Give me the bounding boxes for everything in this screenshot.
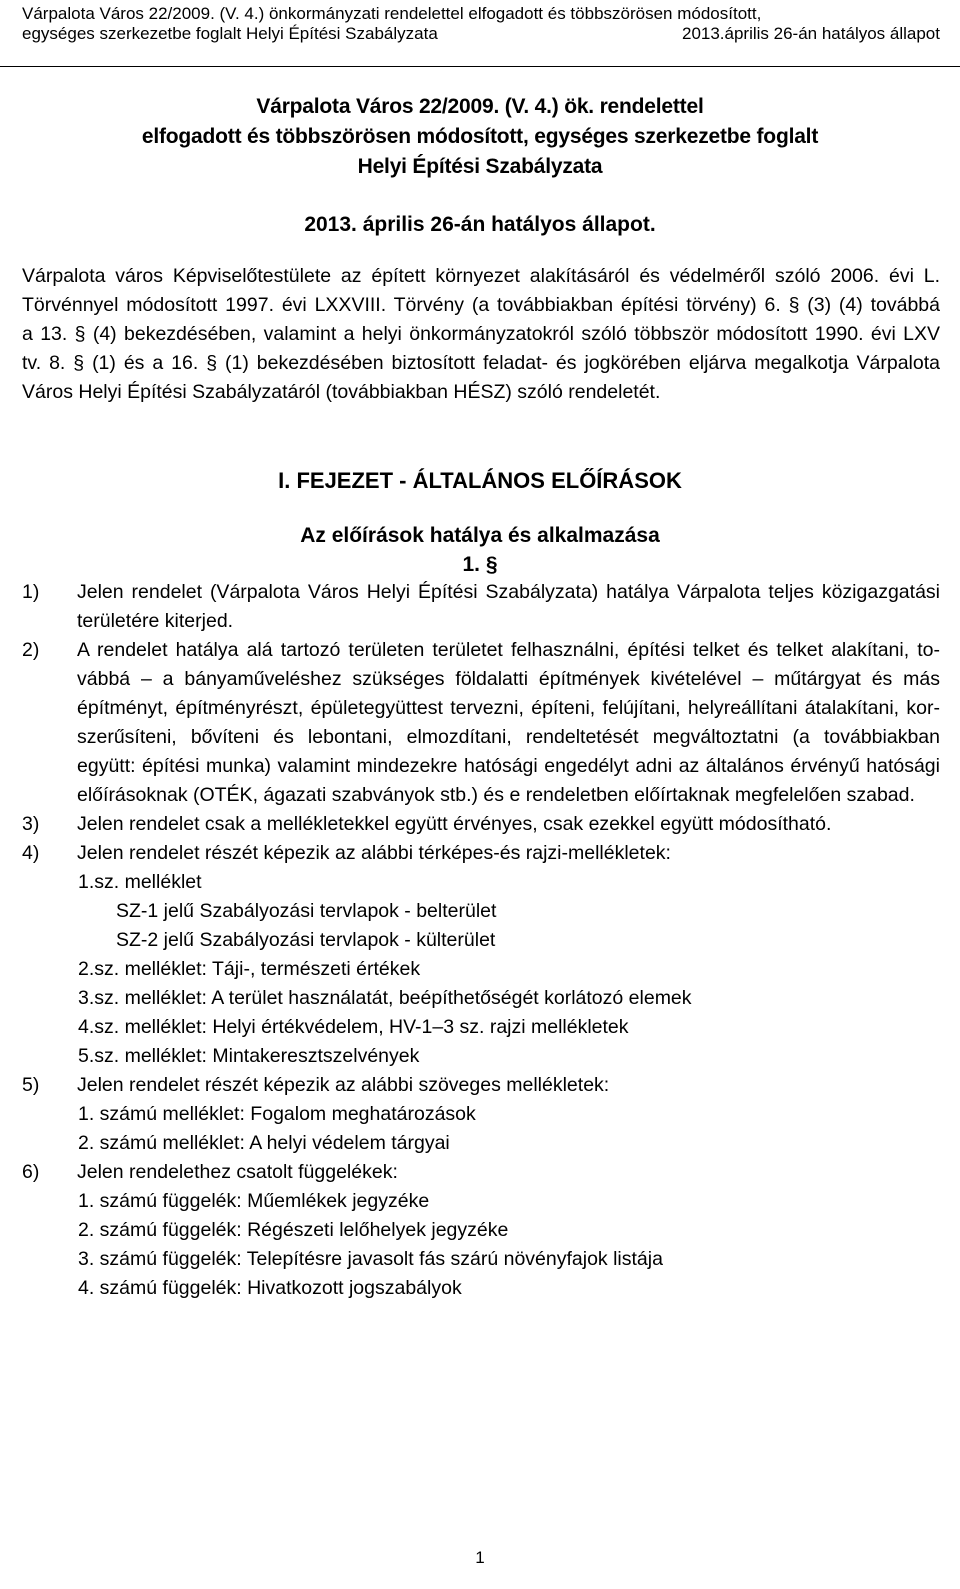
preamble-line: Város Helyi Építési Szabályzatáról (továbbiakban HÉSZ) szóló rendeletét. [22, 381, 661, 403]
paragraph-line: Jelen rendelet csak a mellékletekkel együtt érvényes, csak ezekkel együtt módosítható. [77, 813, 832, 835]
text-annex-item: 2. számú melléklet: A helyi védelem tárgyai [78, 1132, 450, 1154]
paragraph-4 [22, 839, 940, 868]
paragraph-number: 3) [22, 813, 40, 835]
paragraph-number: 1) [22, 581, 40, 603]
paragraph-line: Jelen rendelet részét képezik az alábbi szöveges mellékletek: [77, 1074, 610, 1096]
running-header-line1: Várpalota Város 22/2009. (V. 4.) önkormányzati rendelettel elfogadott és többszörösen módosított, [22, 4, 762, 23]
paragraph-6 [22, 1158, 940, 1187]
annex-item: 1.sz. melléklet [78, 871, 202, 893]
paragraph-3 [22, 810, 940, 839]
preamble-line: a 13. § (4) bekezdésében, valamint a helyi önkormányzatokról szóló többször módosított 1990. évi LXV [22, 323, 940, 345]
header-divider [0, 66, 960, 67]
page-number: 1 [475, 1548, 485, 1567]
title-line-2: elfogadott és többszörösen módosított, egységes szerkezetbe foglalt [141, 125, 819, 148]
paragraph-5 [22, 1071, 940, 1100]
paragraph-line: együtt: építési munka) valamint mindezekre hatósági engedélyt adni az általános érvényű hatósági [77, 755, 940, 777]
annex-item: SZ-2 jelű Szabályozási tervlapok - külterület [116, 929, 496, 951]
paragraph-2 [22, 636, 940, 810]
preamble-line: tv. 8. § (1) és a 16. § (1) bekezdésében biztosított feladat- és jogkörében eljárva megalkotja Várpalota [22, 352, 940, 374]
running-header [22, 4, 940, 44]
paragraph-line: előírásoknak (OTÉK, ágazati szabványok stb.) és e rendeletben előírtaknak megfelelően szabad. [77, 784, 915, 806]
paragraph-number: 2) [22, 639, 40, 661]
paragraph-line: területére kiterjed. [77, 610, 234, 632]
preamble-line: Törvénnyel módosított 1997. évi LXXVIII. Törvény (a továbbiakban építési törvény) 6. § (3) (4) továbbá [22, 294, 940, 316]
effective-date: 2013. április 26-án hatályos állapot. [304, 213, 656, 236]
paragraph-line: Jelen rendelet (Várpalota Város Helyi Építési Szabályzata) hatálya Várpalota teljes közigazgatási [77, 581, 940, 603]
paragraph-number: 4) [22, 842, 40, 864]
annex-item: 3.sz. melléklet: A terület használatát, beépíthetőségét korlátozó elemek [78, 987, 692, 1009]
paragraph-line: szerűsíteni, bővíteni és lebontani, elmozdítani, rendeltetését megváltoztatni (a továbbiakban [77, 726, 940, 748]
preamble-line: Várpalota város Képviselőtestülete az épített környezet alakításáról és védelméről szóló 2006. évi L. [22, 265, 940, 287]
paragraph-1 [22, 578, 940, 636]
document-title [0, 92, 960, 182]
title-line-3: Helyi Építési Szabályzata [357, 155, 603, 178]
annex-item: SZ-1 jelű Szabályozási tervlapok - belterület [116, 900, 497, 922]
chapter-title: I. FEJEZET - ÁLTALÁNOS ELŐÍRÁSOK [278, 468, 682, 493]
paragraph-line: Jelen rendelethez csatolt függelékek: [77, 1161, 398, 1183]
annex-item: 5.sz. melléklet: Mintakeresztszelvények [78, 1045, 420, 1067]
running-header-line2-right: 2013.április 26-án hatályos állapot [681, 24, 940, 43]
body-text [22, 578, 940, 1303]
appendix-item: 1. számú függelék: Műemlékek jegyzéke [78, 1190, 430, 1212]
paragraph-line: építményt, építményrészt, épületegyüttest tervezni, építeni, felújítani, helyreállítani átalakítani, kor- [77, 697, 940, 719]
annex-item: 2.sz. melléklet: Táji-, természeti értékek [78, 958, 421, 980]
section-title: Az előírások hatálya és alkalmazása [300, 524, 660, 547]
paragraph-number: 6) [22, 1161, 40, 1183]
paragraph-line: A rendelet hatálya alá tartozó területen területet felhasználni, építési telket és telket alakítani, to- [77, 639, 940, 661]
running-header-line2-left: egységes szerkezetbe foglalt Helyi Építési Szabályzata [22, 24, 438, 43]
paragraph-line: vábbá – a bányaműveléshez szükséges földalatti építmények kivételével – műtárgyat és más [77, 668, 940, 690]
appendix-item: 3. számú függelék: Telepítésre javasolt fás szárú növényfajok listája [78, 1248, 663, 1270]
text-annex-item: 1. számú melléklet: Fogalom meghatározások [78, 1103, 476, 1125]
section-number: 1. § [462, 553, 498, 576]
preamble [22, 262, 940, 407]
paragraph-line: Jelen rendelet részét képezik az alábbi térképes-és rajzi-mellékletek: [77, 842, 671, 864]
appendix-item: 4. számú függelék: Hivatkozott jogszabályok [78, 1277, 462, 1299]
appendix-item: 2. számú függelék: Régészeti lelőhelyek jegyzéke [78, 1219, 509, 1241]
paragraph-number: 5) [22, 1074, 40, 1096]
annex-item: 4.sz. melléklet: Helyi értékvédelem, HV-1–3 sz. rajzi mellékletek [78, 1016, 629, 1038]
title-line-1: Várpalota Város 22/2009. (V. 4.) ök. rendelettel [256, 95, 704, 118]
